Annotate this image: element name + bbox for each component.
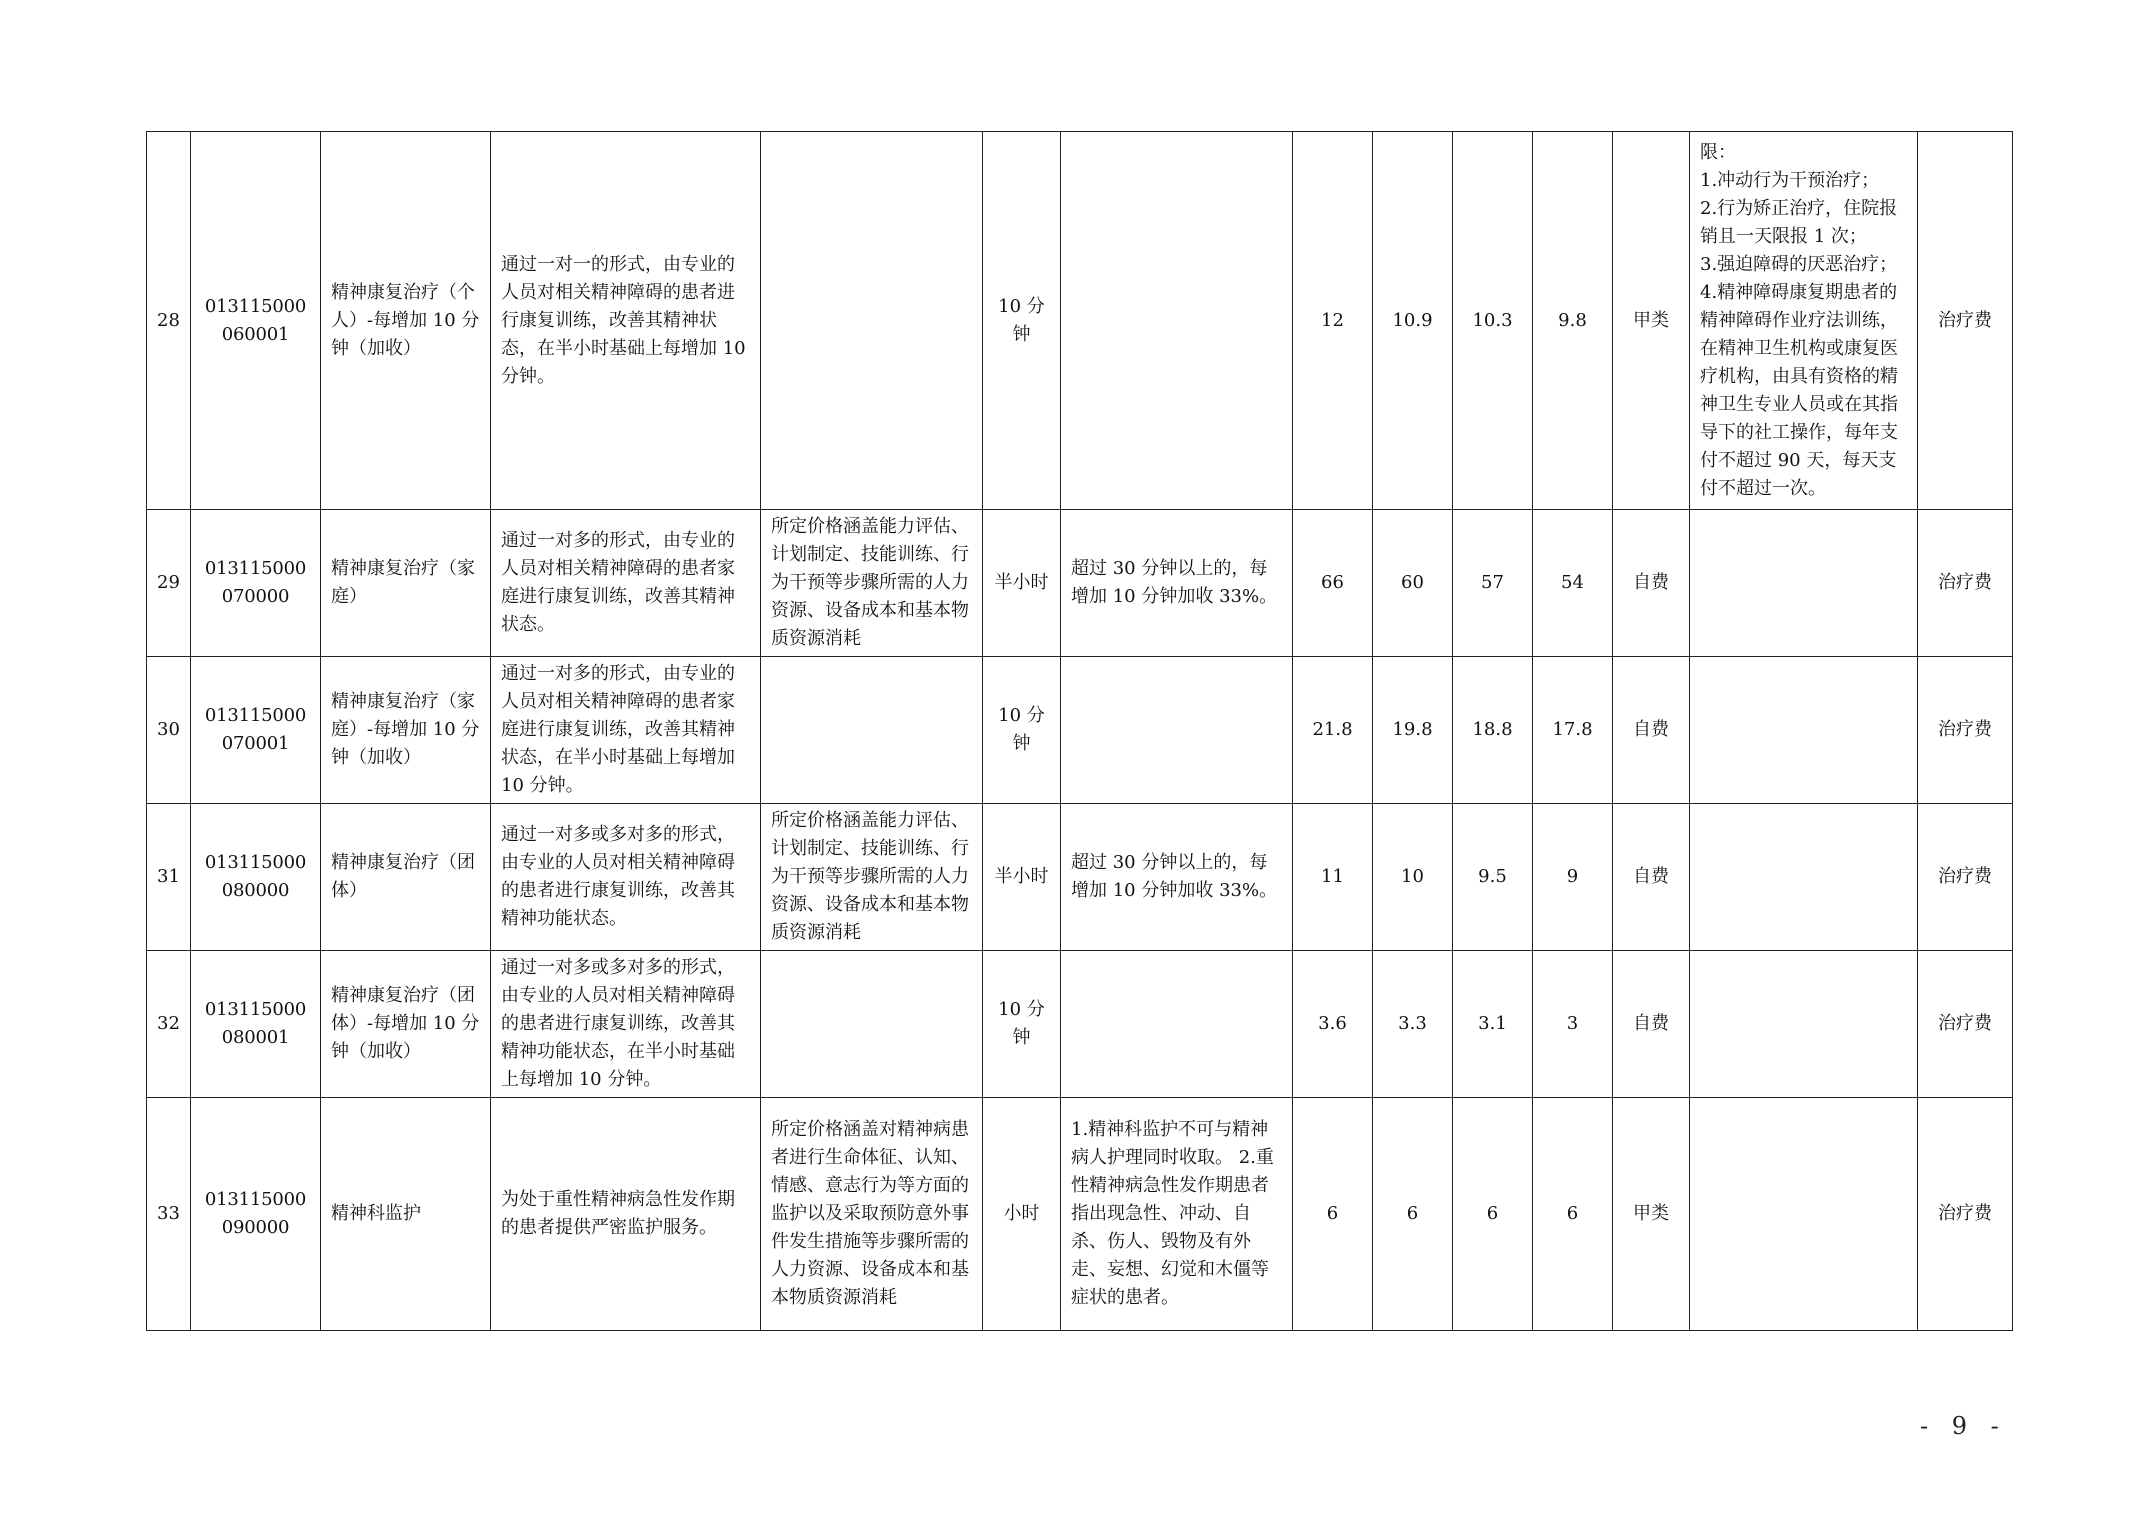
- item-content: 通过一对多的形式，由专业的人员对相关精神障碍的患者家庭进行康复训练，改善其精神状态，在半小时基础上每增加 10 分钟。: [491, 657, 761, 804]
- item-exclusion: 所定价格涵盖能力评估、计划制定、技能训练、行为干预等步骤所需的人力资源、设备成本和基本物质资源消耗: [761, 510, 983, 657]
- price-level-4: 6: [1533, 1098, 1613, 1331]
- fee-type: 治疗费: [1918, 657, 2013, 804]
- table-row: [147, 951, 2013, 1098]
- item-unit: 半小时: [983, 510, 1061, 657]
- item-description: [1061, 951, 1293, 1098]
- fee-type: 治疗费: [1918, 804, 2013, 951]
- price-level-3: 18.8: [1453, 657, 1533, 804]
- item-code: 013115000090000: [191, 1098, 321, 1331]
- price-level-4: 3: [1533, 951, 1613, 1098]
- price-level-1: 3.6: [1293, 951, 1373, 1098]
- item-exclusion: 所定价格涵盖能力评估、计划制定、技能训练、行为干预等步骤所需的人力资源、设备成本和基本物质资源消耗: [761, 804, 983, 951]
- price-level-4: 9: [1533, 804, 1613, 951]
- row-number: 28: [147, 132, 191, 510]
- price-level-4: 17.8: [1533, 657, 1613, 804]
- price-level-2: 10.9: [1373, 132, 1453, 510]
- row-number: 32: [147, 951, 191, 1098]
- price-level-2: 60: [1373, 510, 1453, 657]
- item-description: [1061, 657, 1293, 804]
- insurance-category: 甲类: [1613, 132, 1690, 510]
- fee-type: 治疗费: [1918, 951, 2013, 1098]
- price-level-2: 10: [1373, 804, 1453, 951]
- price-level-2: 3.3: [1373, 951, 1453, 1098]
- row-number: 30: [147, 657, 191, 804]
- item-code: 013115000070001: [191, 657, 321, 804]
- item-unit: 10 分钟: [983, 951, 1061, 1098]
- price-level-1: 12: [1293, 132, 1373, 510]
- table-row: [147, 804, 2013, 951]
- price-table: [146, 131, 2013, 1331]
- item-name: 精神康复治疗（个人）-每增加 10 分钟（加收）: [321, 132, 491, 510]
- price-level-1: 11: [1293, 804, 1373, 951]
- item-unit: 10 分钟: [983, 657, 1061, 804]
- price-level-3: 10.3: [1453, 132, 1533, 510]
- price-level-3: 57: [1453, 510, 1533, 657]
- limit-line: 限：: [1700, 141, 1736, 163]
- item-description: 超过 30 分钟以上的，每增加 10 分钟加收 33%。: [1061, 510, 1293, 657]
- item-name: 精神康复治疗（团体）: [321, 804, 491, 951]
- fee-type: 治疗费: [1918, 510, 2013, 657]
- table-row: [147, 1098, 2013, 1331]
- insurance-category: 甲类: [1613, 1098, 1690, 1331]
- price-level-3: 6: [1453, 1098, 1533, 1331]
- insurance-category: 自费: [1613, 804, 1690, 951]
- row-number: 33: [147, 1098, 191, 1331]
- item-exclusion: [761, 657, 983, 804]
- item-content: 通过一对多的形式，由专业的人员对相关精神障碍的患者家庭进行康复训练，改善其精神状态。: [491, 510, 761, 657]
- item-unit: 半小时: [983, 804, 1061, 951]
- payment-limit: [1690, 510, 1918, 657]
- price-level-1: 6: [1293, 1098, 1373, 1331]
- table-row: [147, 657, 2013, 804]
- insurance-category: 自费: [1613, 657, 1690, 804]
- item-exclusion: 所定价格涵盖对精神病患者进行生命体征、认知、情感、意志行为等方面的监护以及采取预防意外事件发生措施等步骤所需的人力资源、设备成本和基本物质资源消耗: [761, 1098, 983, 1331]
- price-level-1: 66: [1293, 510, 1373, 657]
- limit-line: 4.精神障碍康复期患者的精神障碍作业疗法训练，在精神卫生机构或康复医疗机构，由具有资格的精神卫生专业人员或在其指导下的社工操作，每年支付不超过 90 天，每天支付不超过一次。: [1700, 281, 1898, 499]
- fee-type: 治疗费: [1918, 1098, 2013, 1331]
- price-level-2: 19.8: [1373, 657, 1453, 804]
- item-exclusion: [761, 132, 983, 510]
- insurance-category: 自费: [1613, 951, 1690, 1098]
- item-name: 精神科监护: [321, 1098, 491, 1331]
- item-code: 013115000070000: [191, 510, 321, 657]
- payment-limit: [1690, 657, 1918, 804]
- item-unit: 小时: [983, 1098, 1061, 1331]
- item-unit: 10 分钟: [983, 132, 1061, 510]
- price-level-1: 21.8: [1293, 657, 1373, 804]
- item-name: 精神康复治疗（家庭）-每增加 10 分钟（加收）: [321, 657, 491, 804]
- item-description: [1061, 132, 1293, 510]
- limit-line: 3.强迫障碍的厌恶治疗；: [1700, 253, 1898, 275]
- item-description: 1.精神科监护不可与精神病人护理同时收取。 2.重性精神病急性发作期患者指出现急性、冲动、自杀、伤人、毁物及有外走、妄想、幻觉和木僵等症状的患者。: [1061, 1098, 1293, 1331]
- table-row: [147, 132, 2013, 510]
- payment-limit: [1690, 1098, 1918, 1331]
- limit-line: 1.冲动行为干预治疗；: [1700, 169, 1880, 191]
- payment-limit: [1690, 951, 1918, 1098]
- item-name: 精神康复治疗（团体）-每增加 10 分钟（加收）: [321, 951, 491, 1098]
- limit-line: 2.行为矫正治疗，住院报销且一天限报 1 次；: [1700, 197, 1898, 247]
- item-code: 013115000080001: [191, 951, 321, 1098]
- item-name: 精神康复治疗（家庭）: [321, 510, 491, 657]
- item-content: 为处于重性精神病急性发作期的患者提供严密监护服务。: [491, 1098, 761, 1331]
- row-number: 29: [147, 510, 191, 657]
- price-level-4: 9.8: [1533, 132, 1613, 510]
- price-level-4: 54: [1533, 510, 1613, 657]
- insurance-category: 自费: [1613, 510, 1690, 657]
- item-description: 超过 30 分钟以上的，每增加 10 分钟加收 33%。: [1061, 804, 1293, 951]
- item-content: 通过一对多或多对多的形式，由专业的人员对相关精神障碍的患者进行康复训练，改善其精神功能状态。: [491, 804, 761, 951]
- payment-limit: [1690, 804, 1918, 951]
- row-number: 31: [147, 804, 191, 951]
- price-level-3: 3.1: [1453, 951, 1533, 1098]
- page-number: - 9 -: [1920, 1412, 2007, 1440]
- item-content: 通过一对多或多对多的形式，由专业的人员对相关精神障碍的患者进行康复训练，改善其精神功能状态，在半小时基础上每增加 10 分钟。: [491, 951, 761, 1098]
- price-level-2: 6: [1373, 1098, 1453, 1331]
- fee-type: 治疗费: [1918, 132, 2013, 510]
- item-content: 通过一对一的形式，由专业的人员对相关精神障碍的患者进行康复训练，改善其精神状态，在半小时基础上每增加 10 分钟。: [491, 132, 761, 510]
- table-row: [147, 510, 2013, 657]
- table-body: [147, 132, 2013, 1331]
- item-code: 013115000080000: [191, 804, 321, 951]
- payment-limit: [1690, 132, 1918, 510]
- price-level-3: 9.5: [1453, 804, 1533, 951]
- item-exclusion: [761, 951, 983, 1098]
- item-code: 013115000060001: [191, 132, 321, 510]
